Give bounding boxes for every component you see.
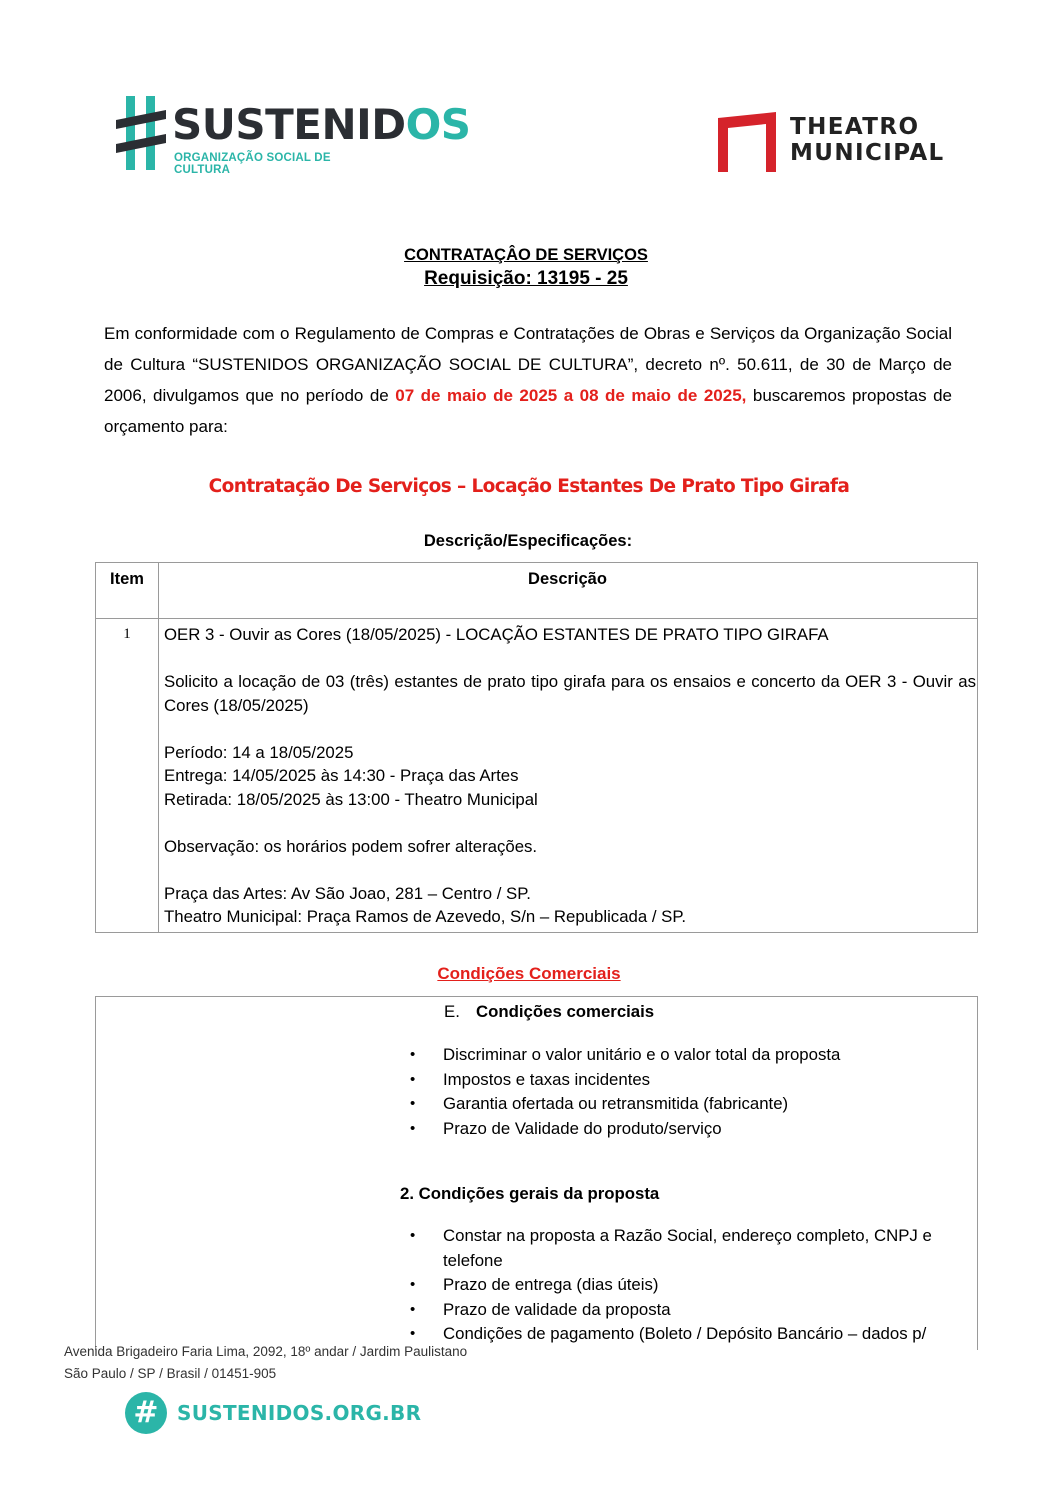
description-praca: Praça das Artes: Av São Joao, 281 – Centro / SP. [164,883,531,903]
description-entrega: Entrega: 14/05/2025 às 14:30 - Praça das Artes [164,766,519,785]
list-item: • Garantia ofertada ou retransmitida (fabricante) [396,1092,966,1117]
theatro-line: THEATRO [790,114,920,140]
conditions-title: Condições Comerciais [437,964,621,983]
hash-circle-icon: # [125,1392,167,1434]
footer-logo [125,1392,422,1436]
sustenidos-logo [116,92,471,176]
general-conditions-list [396,1224,966,1347]
commercial-conditions-list [396,1043,966,1141]
description-periodo: Período: 14 a 18/05/2025 [164,742,354,762]
spec-heading: Descrição/Especificações: [423,532,633,550]
intro-paragraph: Em conformidade com o Regulamento de Compras e Contratações de Obras e Serviços da Organização Social de Cultura “SUSTENIDOS ORGANIZAÇÃO SOCIAL DE CULTURA”, decreto nº. 50.611, de 30 de Março de 2006, divulgamos que no período de 07 de maio de 2025 a 08 de maio de 2025, buscaremos propostas de orçamento para: [104,324,952,436]
item-description [164,623,976,929]
sustenidos-hash-icon [116,92,166,172]
description-observacao: Observação: os horários podem sofrer alterações. [164,836,538,856]
sustenidos-tagline: ORGANIZAÇÃO SOCIAL DE CULTURA [174,152,331,176]
list-item: • Condições de pagamento (Boleto / Depósito Bancário – dados p/ [396,1322,966,1347]
footer-address-line1: Avenida Brigadeiro Faria Lima, 2092, 18º andar / Jardim Paulistano [64,1344,468,1359]
section-2-heading: 2. Condições gerais da proposta [400,1184,660,1203]
footer-address-line2: São Paulo / SP / Brasil / 01451-905 [64,1366,277,1381]
sustenidos-wordmark: SUSTENIDOS [172,100,471,149]
list-item: • Discriminar o valor unitário e o valor total da proposta [396,1043,966,1068]
list-item: • Impostos e taxas incidentes [396,1068,966,1093]
period-highlight: 07 de maio de 2025 a 08 de maio de 2025, [395,386,747,405]
theatro-municipal-emblem-icon [716,110,778,172]
page-heading: CONTRATAÇÂO DE SERVIÇOS [404,246,648,264]
column-header-item: Item [110,570,144,588]
item-number: 1 [123,626,131,642]
requisition-number: Requisição: 13195 - 25 [424,268,628,289]
list-item: • Prazo de validade da proposta [396,1298,966,1323]
conditions-table [95,996,978,1350]
description-line: OER 3 - Ouvir as Cores (18/05/2025) - LOCAÇÃO ESTANTES DE PRATO TIPO GIRAFA [164,625,829,644]
footer-url: SUSTENIDOS.ORG.BR [177,1401,422,1425]
list-item: • Prazo de entrega (dias úteis) [396,1273,966,1298]
table-divider [96,618,977,619]
spec-table [95,562,978,933]
service-subtitle: Contratação De Serviços – Locação Estantes De Prato Tipo Girafa [208,476,850,497]
municipal-line: MUNICIPAL [790,140,945,166]
description-theatro: Theatro Municipal: Praça Ramos de Azevedo, S/n – Republicada / SP. [164,907,687,926]
list-item: • Constar na proposta a Razão Social, endereço completo, CNPJ e telefone [396,1224,966,1273]
column-header-description: Descrição [528,570,607,588]
list-item: • Prazo de Validade do produto/serviço [396,1117,966,1142]
theatro-municipal-logo [716,108,956,172]
description-retirada: Retirada: 18/05/2025 às 13:00 - Theatro Municipal [164,789,538,809]
description-request: Solicito a locação de 03 (três) estantes de prato tipo girafa para os ensaios e concerto da OER 3 - Ouvir as Cores (18/05/2025) [164,672,976,715]
section-e-heading: E. Condições comerciais [444,1002,655,1021]
